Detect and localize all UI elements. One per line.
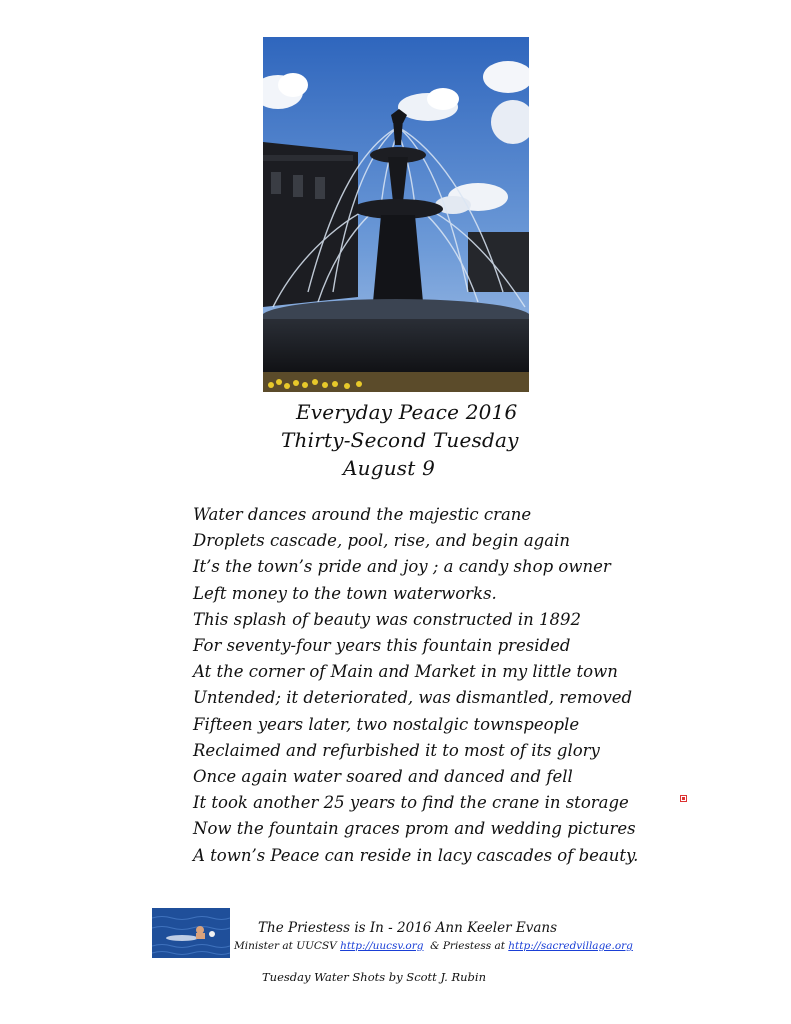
page-title: Everyday Peace 2016 — [296, 400, 518, 424]
poem-line: Water dances around the majestic crane — [193, 505, 532, 524]
uucsv-link[interactable]: http://uucsv.org — [340, 940, 424, 952]
poem-line: This splash of beauty was constructed in 1892 — [193, 609, 582, 629]
swimmer-thumbnail — [152, 908, 230, 958]
poem-line: Reclaimed and refurbished it to most of its glory — [193, 740, 600, 760]
poem-line: A town’s Peace can reside in lacy cascades of beauty. — [193, 845, 639, 865]
minister-text: Minister at UUCSV — [234, 940, 341, 952]
sacredvillage-link[interactable]: http://sacredvillage.org — [508, 940, 633, 952]
fountain-photo — [263, 37, 529, 392]
poem-line: Left money to the town waterworks. — [193, 583, 497, 603]
priestess-text: & Priestess at — [423, 940, 509, 952]
anchor-marker-icon[interactable] — [680, 795, 687, 802]
poem-line: Droplets cascade, pool, rise, and begin again — [193, 531, 570, 551]
poem-line: Now the fountain graces prom and wedding pictures — [193, 819, 636, 839]
fountain-photo-svg — [263, 37, 529, 392]
page-subtitle: Thirty-Second Tuesday — [281, 428, 519, 452]
poem-line: Once again water soared and danced and fell — [193, 767, 573, 787]
poem-line: At the corner of Main and Market in my little town — [193, 662, 618, 682]
photo-credit: Tuesday Water Shots by Scott J. Rubin — [262, 970, 486, 984]
swimmer-thumbnail-svg — [152, 908, 230, 958]
poem-line: Untended; it deteriorated, was dismantled, removed — [193, 688, 633, 708]
footer-links — [234, 940, 633, 952]
page-date: August 9 — [343, 456, 435, 480]
footer-title: The Priestess is In - 2016 Ann Keeler Evans — [258, 920, 558, 936]
poem-line: For seventy-four years this fountain presided — [193, 636, 571, 656]
poem — [193, 502, 653, 869]
poem-line: It’s the town’s pride and joy ; a candy shop owner — [193, 557, 611, 577]
poem-line: Fifteen years later, two nostalgic townspeople — [193, 714, 580, 734]
poem-line: It took another 25 years to find the crane in storage — [193, 793, 629, 813]
